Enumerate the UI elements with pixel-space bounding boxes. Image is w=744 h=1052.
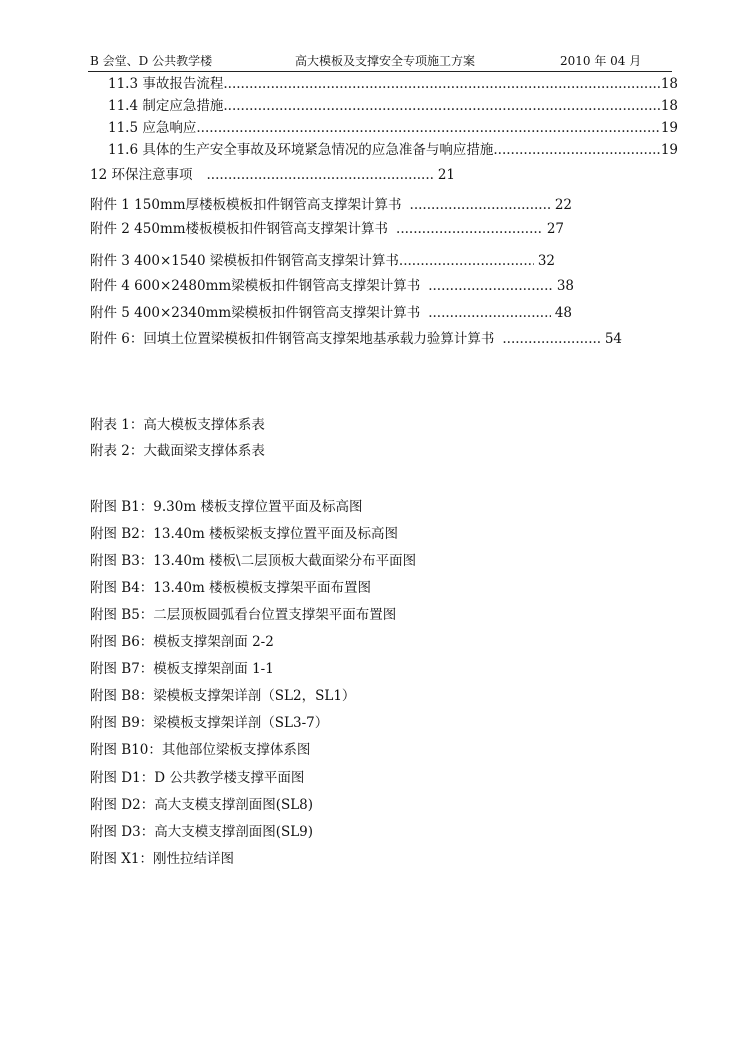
toc-leader (223, 96, 659, 116)
toc-entry[interactable] (90, 165, 455, 185)
attached-drawing-item: 附图 B1：9.30m 楼板支撑位置平面及标高图 (90, 499, 363, 515)
toc-leader (206, 165, 433, 185)
toc-leader (502, 329, 600, 349)
toc-entry-label: 附件 3 400×1540 梁模板扣件钢管高支撑架计算书 (90, 253, 399, 269)
attached-drawing-item: 附图 D2：高大支模支撑剖面图(SL8) (90, 797, 314, 813)
attached-drawing-item: 附图 B10：其他部位梁板支撑体系图 (90, 742, 311, 758)
header-title: 高大模板及支撑安全专项施工方案 (295, 54, 476, 68)
toc-entry[interactable] (108, 96, 678, 116)
toc-entry[interactable] (90, 276, 574, 296)
attached-drawing-item: 附图 B3：13.40m 楼板\二层顶板大截面梁分布平面图 (90, 553, 417, 569)
page-header (90, 52, 670, 70)
attached-drawing-item: 附图 B9：梁模板支撑架详剖（SL3-7） (90, 715, 329, 731)
toc-entry-label: 12 环保注意事项 (90, 167, 193, 183)
attached-drawing-item: 附图 X1：刚性拉结详图 (90, 851, 234, 867)
toc-leader (428, 276, 553, 296)
toc-entry-page: 48 (554, 305, 572, 321)
toc-entry-label: 11.4 制定应急措施 (108, 98, 224, 114)
toc-entry-label: 11.3 事故报告流程 (108, 76, 224, 92)
toc-leader (493, 140, 659, 160)
attached-drawing-item: 附图 B5：二层顶板圆弧看台位置支撑架平面布置图 (90, 607, 397, 623)
attached-drawing-item: 附图 B2：13.40m 楼板梁板支撑位置平面及标高图 (90, 526, 399, 542)
toc-entry-page: 54 (604, 331, 622, 347)
attached-drawing-item: 附图 B7：模板支撑架剖面 1-1 (90, 661, 274, 677)
toc-entry[interactable] (90, 329, 622, 349)
toc-entry-label: 11.6 具体的生产安全事故及环境紧急情况的应急准备与响应措施 (108, 142, 494, 158)
toc-entry-page: 32 (537, 253, 555, 269)
header-divider (88, 71, 672, 72)
toc-entry-page: 19 (660, 120, 678, 136)
toc-leader (396, 219, 543, 239)
attached-drawing-item: 附图 B8：梁模板支撑架详剖（SL2，SL1） (90, 688, 356, 704)
toc-entry-label: 附件 5 400×2340mm梁模板扣件钢管高支撑架计算书 (90, 305, 421, 321)
header-project: B 会堂、D 公共教学楼 (90, 54, 213, 68)
toc-entry[interactable] (90, 251, 555, 271)
toc-entry-page: 22 (554, 197, 572, 213)
attached-drawing-item: 附图 B4：13.40m 楼板模板支撑架平面布置图 (90, 580, 372, 596)
toc-entry[interactable] (108, 74, 678, 94)
toc-entry-label: 附件 1 150mm厚楼板模板扣件钢管高支撑架计算书 (90, 197, 402, 213)
toc-entry-page: 38 (556, 278, 574, 294)
attached-drawing-item: 附图 D3：高大支模支撑剖面图(SL9) (90, 824, 314, 840)
toc-leader (428, 303, 551, 323)
toc-entry-page: 18 (660, 76, 678, 92)
attached-table-item: 附表 2：大截面梁支撑体系表 (90, 443, 265, 459)
attached-table-item: 附表 1：高大模板支撑体系表 (90, 417, 265, 433)
toc-entry[interactable] (90, 195, 572, 215)
toc-leader (410, 195, 551, 215)
toc-leader (223, 74, 659, 94)
toc-entry[interactable] (90, 303, 572, 323)
toc-entry-label: 附件 2 450mm楼板模板扣件钢管高支撑架计算书 (90, 221, 389, 237)
toc-entry-page: 21 (437, 167, 455, 183)
toc-entry[interactable] (108, 118, 678, 138)
toc-entry[interactable] (90, 219, 564, 239)
toc-entry-page: 18 (660, 98, 678, 114)
toc-leader (196, 118, 659, 138)
toc-entry-label: 附件 6：回填土位置梁模板扣件钢管高支撑架地基承载力验算计算书 (90, 331, 495, 347)
toc-entry-page: 19 (660, 142, 678, 158)
toc-leader (399, 251, 534, 271)
toc-entry-label: 11.5 应急响应 (108, 120, 197, 136)
attached-drawing-item: 附图 B6：模板支撑架剖面 2-2 (90, 634, 274, 650)
attached-drawing-item: 附图 D1：D 公共教学楼支撑平面图 (90, 770, 305, 786)
toc-entry[interactable] (108, 140, 678, 160)
header-date: 2010 年 04 月 (560, 54, 642, 68)
toc-entry-page: 27 (546, 221, 564, 237)
toc-entry-label: 附件 4 600×2480mm梁模板扣件钢管高支撑架计算书 (90, 278, 421, 294)
